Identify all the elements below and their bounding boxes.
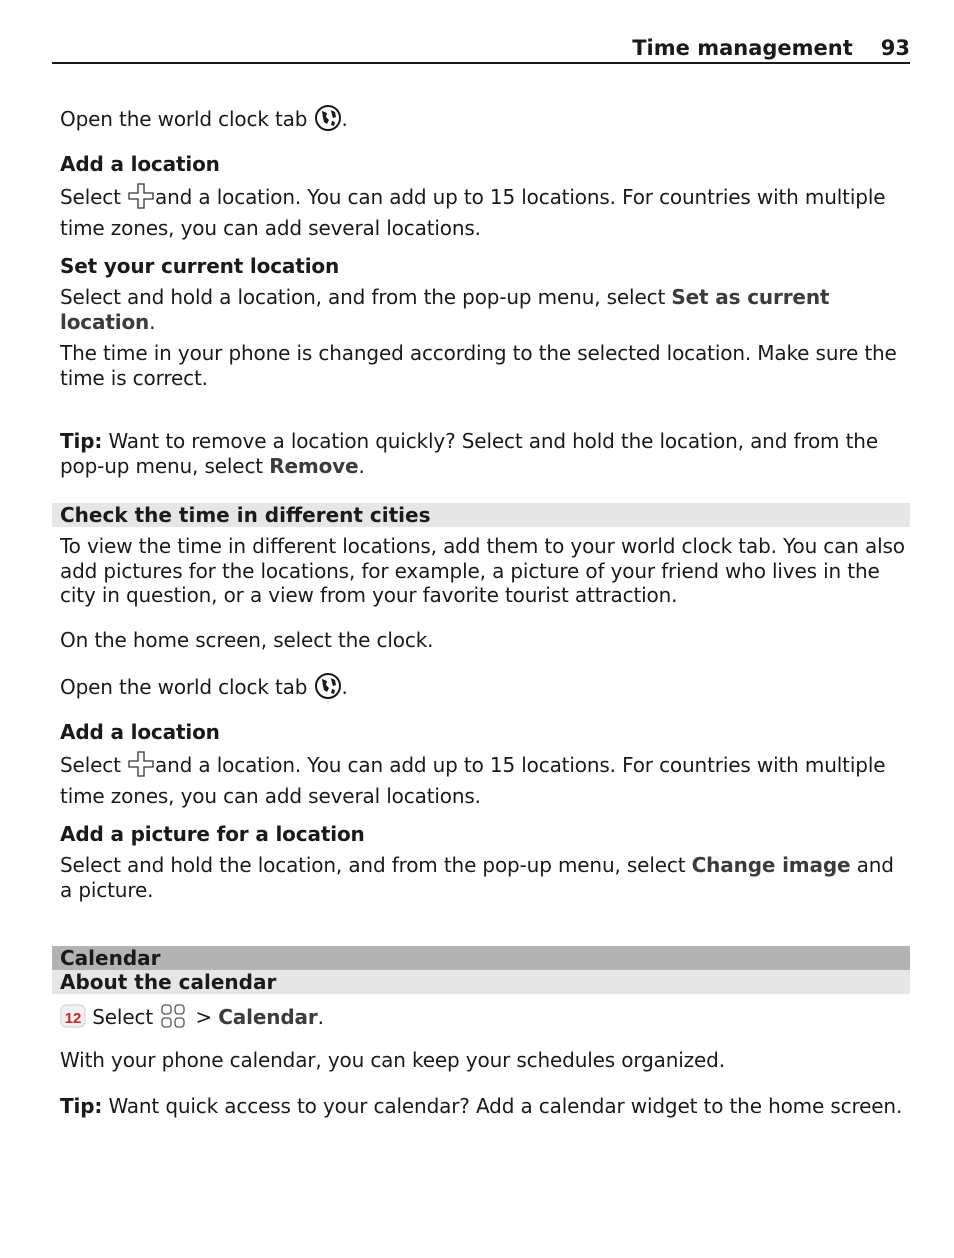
heading-check-time-cities: Check the time in different cities	[52, 503, 910, 527]
ui-label-calendar: Calendar	[218, 1005, 318, 1029]
add-location-text: Select and a location. You can add up to 15 locations. For countries with multiple time zones, you can add several locations.	[60, 182, 910, 240]
add-location-text-2: Select and a location. You can add up to 15 locations. For countries with multiple time zones, you can add several locations.	[60, 750, 910, 808]
cities-intro: To view the time in different locations, add them to your world clock tab. You can also add pictures for the locations, for example, a picture of your friend who lives in the city in question, or a view from your favorite tourist attraction.	[60, 534, 905, 607]
chapter-calendar: Calendar	[52, 946, 910, 970]
plus-icon	[127, 750, 155, 784]
calendar-intro: With your phone calendar, you can keep your schedules organized.	[60, 1048, 725, 1072]
ui-label-set-as-current: Set as current location	[60, 285, 830, 334]
tip-calendar-widget: Tip: Want quick access to your calendar? Add a calendar widget to the home screen.	[60, 1094, 903, 1118]
heading-add-location: Add a location	[60, 152, 220, 176]
select-calendar-path: 12 Select > Calendar.	[60, 1002, 910, 1036]
add-picture-text: Select and hold the location, and from the pop-up menu, select Change image and a picture.	[60, 853, 894, 902]
calendar-icon	[60, 1003, 86, 1035]
plus-icon	[127, 182, 155, 216]
heading-add-picture: Add a picture for a location	[60, 822, 365, 846]
heading-about-calendar: About the calendar	[52, 970, 910, 994]
home-screen-text: On the home screen, select the clock.	[60, 628, 434, 652]
section-title: Time management	[632, 36, 853, 60]
svg-text:12: 12	[64, 1010, 82, 1027]
page-number: 93	[880, 36, 910, 60]
heading-set-current-location: Set your current location	[60, 254, 340, 278]
open-world-clock-tab-2: Open the world clock tab .	[60, 672, 910, 706]
time-changed-text: The time in your phone is changed according to the selected location. Make sure the time is correct.	[60, 341, 897, 390]
running-head	[632, 36, 910, 60]
heading-add-location-2: Add a location	[60, 720, 220, 744]
set-current-location-text: Select and hold a location, and from the pop-up menu, select Set as current location.	[60, 285, 830, 334]
globe-icon	[314, 672, 342, 706]
globe-icon	[314, 104, 342, 138]
open-world-clock-tab: Open the world clock tab .	[60, 104, 910, 138]
menu-grid-icon	[159, 1002, 189, 1036]
ui-label-remove: Remove	[269, 453, 359, 478]
tip-remove-location: Tip: Want to remove a location quickly? Select and hold the location, and from the pop-up menu, select Remove.	[60, 429, 878, 478]
header-rule	[52, 62, 910, 64]
ui-label-change-image: Change image	[691, 853, 851, 877]
